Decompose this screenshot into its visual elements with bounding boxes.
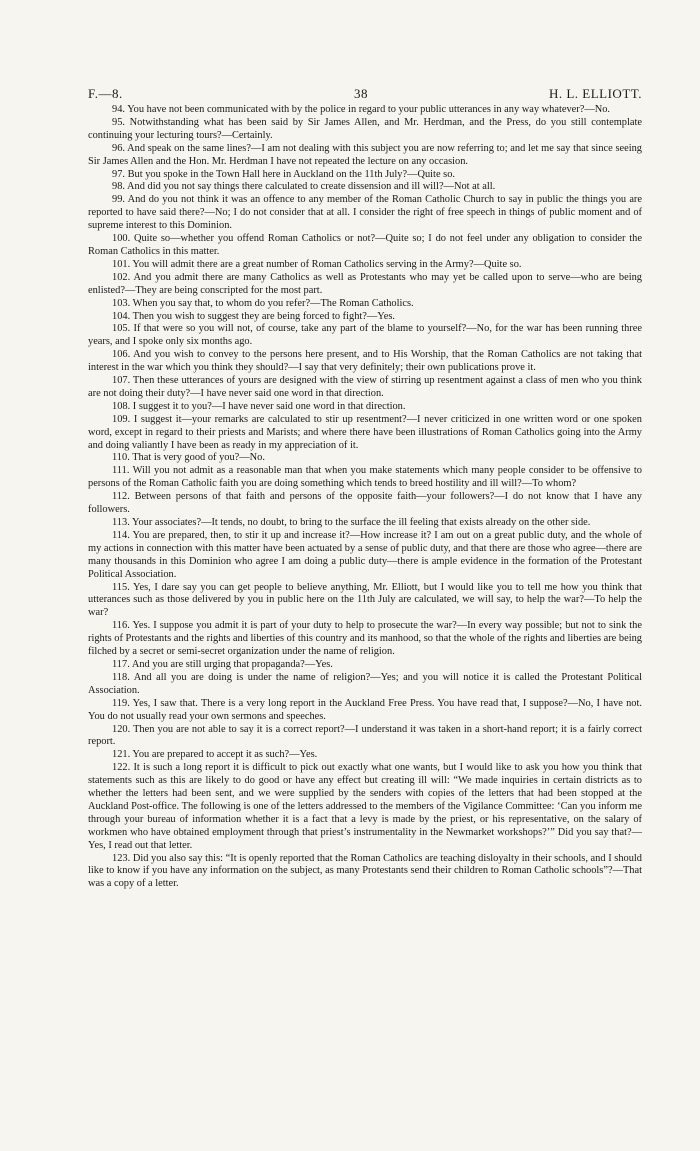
- paragraph-122: 122. It is such a long report it is difficult to pick out exactly what one wants, but I would like to ask you how you think that statements such as this are likely to do good or have any effect but creating ill will: “We made inquiries in certain districts as to whether the letters had been sent, and we were supplied by the senders with copies of the letters that had been stopped at the Auckland Post-office. The following is one of the letters addressed to the members of the Vigilance Committee: ‘Can you inform me through your bureau of information whether it is a fact that a levy is made by the priest, or his representative, on the salary of workmen who have obtained employment through that priest’s instrumentality in the Newmarket workshops?’” Did you say that?—Yes, I read out that letter.: [88, 762, 642, 851]
- paragraph-108: 108. I suggest it to you?—I have never said one word in that direction.: [112, 400, 406, 412]
- paragraph-98: 98. And did you not say things there calculated to create dissension and ill will?—Not at all.: [112, 181, 496, 193]
- paragraph-106: 106. And you wish to convey to the persons here present, and to His Worship, that the Roman Catholics are not taking that interest in the war which you think they should?—I say that very definitely; their own publications prove it.: [88, 349, 642, 374]
- witness-name: H. L. ELLIOTT.: [548, 86, 642, 101]
- paragraph-100: 100. Quite so—whether you offend Roman Catholics or not?—Quite so; I do not feel under any obligation to consider the Roman Catholics in this matter.: [88, 233, 642, 257]
- paragraph-96: 96. And speak on the same lines?—I am not dealing with this subject you are now referring to; and let me say that since seeing Sir James Allen and the Hon. Mr. Herdman I have not repeated the lecture on any occasion.: [88, 142, 642, 167]
- paragraph-111: 111. Will you not admit as a reasonable man that when you make statements which many people consider to be offensive to persons of the Roman Catholic faith you are doing something which tends to breed hostility and ill will?—To whom?: [88, 465, 642, 490]
- paragraph-101: 101. You will admit there are a great number of Roman Catholics serving in the Army?—Quite so.: [112, 258, 522, 270]
- paragraph-115: 115. Yes, I dare say you can get people to believe anything, Mr. Elliott, but I would like you to tell me how you think that utterances such as those delivered by you in public here on the 11th July are calculated, we will say, to help the war?—To help the war?: [88, 581, 642, 619]
- paragraph-97: 97. But you spoke in the Town Hall here in Auckland on the 11th July?—Quite so.: [112, 168, 455, 180]
- paragraph-109: 109. I suggest it—your remarks are calculated to stir up resentment?—I never criticized in one written word or one spoken word, except in regard to their priests and Marists; and where there have been illustrations of Roman Catholics going into the Army and doing valiantly I have been as ready in my appreciation of it.: [88, 413, 642, 451]
- paper-reference: F.—8.: [88, 86, 123, 101]
- paragraph-113: 113. Your associates?—It tends, no doubt, to bring to the surface the ill feeling that exists already on the other side.: [112, 517, 591, 528]
- paragraph-102: 102. And you admit there are many Catholics as well as Protestants who may yet be called upon to serve—who are being enlisted?—They are being conscripted for the most part.: [88, 271, 642, 296]
- paragraph-123: 123. Did you also say this: “It is openly reported that the Roman Catholics are teaching disloyalty in their schools, and I should like to know if you have any information on the subject, as many Protestants send their children to Roman Catholic schools”?—That was a copy of a letter.: [88, 852, 642, 890]
- paragraph-107: 107. Then these utterances of yours are designed with the view of stirring up resentment against a class of men who you think are not doing their duty?—I have never said one word in that direction.: [88, 375, 642, 399]
- paragraph-119: 119. Yes, I saw that. There is a very long report in the Auckland Free Press. You have read that, I suppose?—No, I have not. You do not usually read your own sermons and speeches.: [88, 697, 642, 722]
- paragraph-110: 110. That is very good of you?—No.: [112, 452, 265, 464]
- paragraph-120: 120. Then you are not able to say it is a correct report?—I understand it was taken in a short-hand report; it is a fairly correct report.: [88, 723, 642, 748]
- paragraph-104: 104. Then you wish to suggest they are being forced to fight?—Yes.: [112, 310, 396, 322]
- paragraph-121: 121. You are prepared to accept it as such?—Yes.: [112, 749, 318, 761]
- paragraph-105: 105. If that were so you will not, of course, take any part of the blame to yourself?—No, for the war has been running three years, and I spoke only six months ago.: [88, 323, 642, 348]
- paragraph-116: 116. Yes. I suppose you admit it is part of your duty to help to prosecute the war?—In every way possible; but not to sink the rights of Protestants and the rights and liberties of this country and its manhood, so that the whole of the rights and liberties are being filched by a secret or semi-secret organization under the name of religion.: [88, 620, 642, 658]
- document-body: [88, 104, 642, 891]
- paragraph-95: 95. Notwithstanding what has been said by Sir James Allen, and Mr. Herdman, and the Press, do you still contemplate continuing your lecturing tours?—Certainly.: [88, 116, 642, 141]
- paragraph-118: 118. And all you are doing is under the name of religion?—Yes; and you will notice it is called the Protestant Political Association.: [88, 671, 642, 696]
- paragraph-103: 103. When you say that, to whom do you refer?—The Roman Catholics.: [112, 297, 414, 309]
- page-header: [88, 86, 642, 104]
- paragraph-94: 94. You have not been communicated with by the police in regard to your public utterances in any way whatever?—No.: [112, 104, 611, 115]
- page-number: 38: [354, 86, 368, 101]
- paragraph-114: 114. You are prepared, then, to stir it up and increase it?—How increase it? I am out on a great public duty, and the whole of my actions in connection with this matter have been actuated by a sense of public duty, and that there are those who agree—there are many thousands in this Dominion who agree I am doing a public duty—there is ample evidence in the formation of the Protestant Political Association.: [88, 529, 642, 580]
- paragraph-112: 112. Between persons of that faith and persons of the opposite faith—your followers?—I do not know that I have any followers.: [88, 491, 642, 516]
- paragraph-117: 117. And you are still urging that propaganda?—Yes.: [112, 658, 333, 670]
- paragraph-99: 99. And do you not think it was an offence to any member of the Roman Catholic Church to say in public the things you are reported to have said there?—No; I do not consider that at all. I consider the right of free speech in things of public moment and of supreme interest to this Dominion.: [88, 194, 642, 232]
